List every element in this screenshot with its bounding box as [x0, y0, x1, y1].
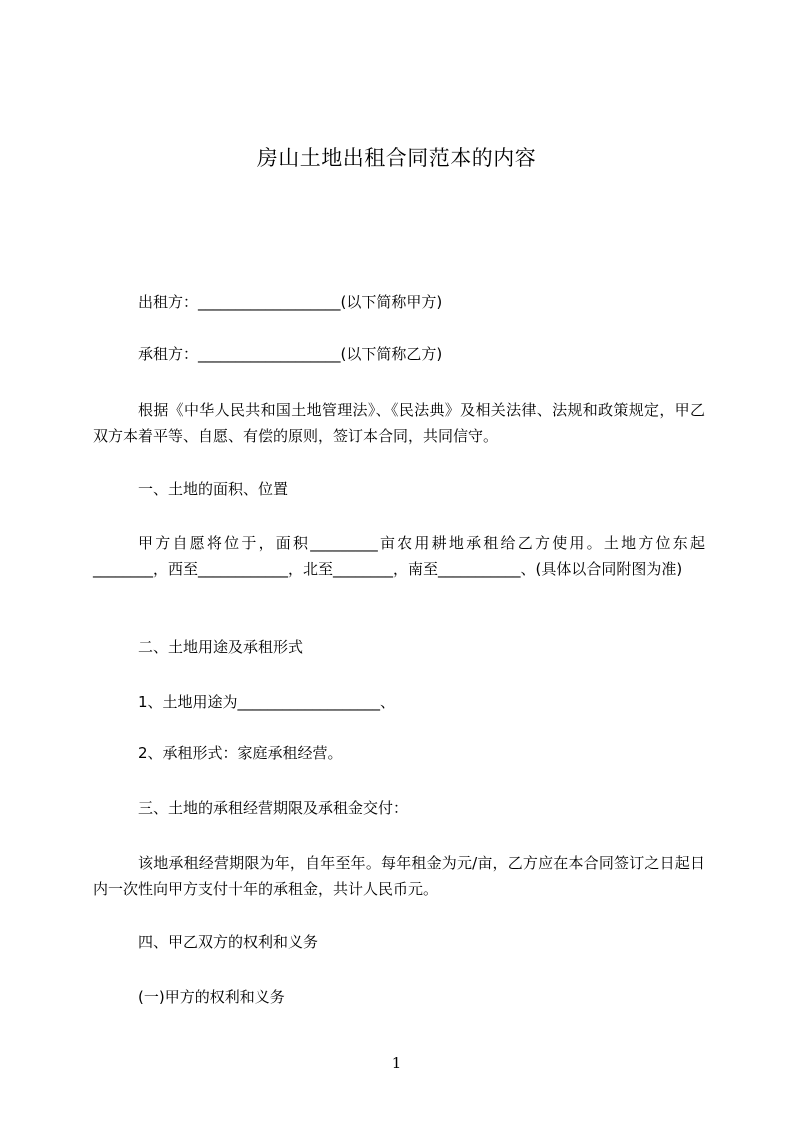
page-number: 1 — [391, 1054, 402, 1072]
document-title: 房山土地出租合同范本的内容 — [256, 146, 537, 170]
lessee-line: 承租方：___________________(以下简称乙方) — [138, 345, 443, 363]
section-heading-1: 一、土地的面积、位置 — [138, 480, 289, 498]
section-heading-3: 三、土地的承租经营期限及承租金交付： — [138, 799, 409, 817]
lease-term-paragraph: 该地承租经营期限为年，自年至年。每年租金为元/亩，乙方应在本合同签订之日起日内一次性向甲方支付十年的承租金，共计人民币元。 — [93, 854, 705, 898]
subsection-heading-1: (一)甲方的权利和义务 — [138, 988, 285, 1006]
land-location-paragraph: 甲方自愿将位于，面积_________亩农用耕地承租给乙方使用。土地方位东起________，西至____________，北至________，南至___________、(具体以合同附图为准) — [93, 534, 705, 578]
lease-form-line: 2、承租形式：家庭承租经营。 — [138, 744, 343, 762]
preamble-paragraph: 根据《中华人民共和国土地管理法》、《民法典》及相关法律、法规和政策规定，甲乙双方本着平等、自愿、有偿的原则，签订本合同，共同信守。 — [93, 401, 705, 445]
section-heading-4: 四、甲乙双方的权利和义务 — [138, 933, 319, 951]
section-heading-2: 二、土地用途及承租形式 — [138, 638, 304, 656]
lessor-line: 出租方：___________________(以下简称甲方) — [138, 293, 443, 311]
land-use-line: 1、土地用途为___________________、 — [138, 693, 396, 711]
